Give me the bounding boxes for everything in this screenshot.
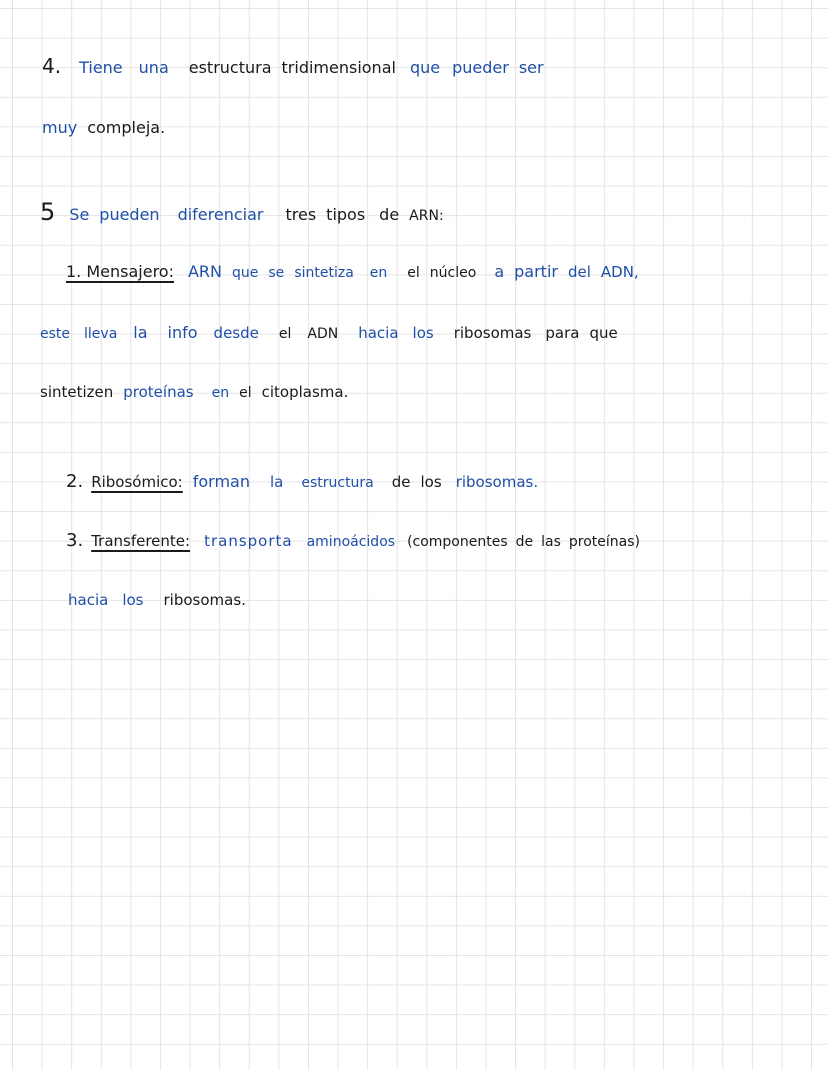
word: en bbox=[369, 265, 388, 281]
word: tridimensional bbox=[281, 58, 396, 77]
word: (componentes bbox=[407, 534, 508, 550]
word: ser bbox=[518, 58, 544, 77]
word: la bbox=[269, 473, 284, 491]
word: sintetiza bbox=[294, 265, 354, 281]
word: ARN bbox=[187, 262, 223, 281]
word: sintetizen bbox=[40, 383, 114, 401]
word: ARN: bbox=[409, 208, 444, 224]
p5-number: 5 bbox=[40, 198, 56, 226]
word: estructura bbox=[188, 58, 272, 77]
word: los bbox=[412, 324, 434, 342]
item2-line1 bbox=[66, 471, 548, 492]
word: partir bbox=[514, 262, 558, 281]
p4-line2 bbox=[42, 118, 175, 137]
word: que bbox=[232, 265, 259, 281]
p4-line1 bbox=[42, 54, 554, 78]
word: los bbox=[122, 591, 144, 609]
item2-label: Ribosómico: bbox=[91, 473, 183, 491]
word: muy bbox=[42, 118, 78, 137]
word: ADN bbox=[307, 326, 339, 342]
word: hacia bbox=[68, 591, 109, 609]
word: citoplasma. bbox=[261, 383, 349, 401]
word: a bbox=[494, 262, 505, 281]
word: el bbox=[239, 385, 252, 401]
word: proteínas bbox=[123, 383, 194, 401]
word: ribosomas. bbox=[163, 591, 246, 609]
word: ribosomas bbox=[453, 324, 532, 342]
p4-number: 4. bbox=[42, 54, 62, 78]
word: tipos bbox=[326, 205, 366, 224]
item2-number: 2. bbox=[66, 471, 84, 492]
p5-line1 bbox=[40, 198, 454, 226]
word: ADN, bbox=[600, 263, 639, 281]
word: lleva bbox=[84, 326, 118, 342]
word: tres bbox=[285, 205, 317, 224]
word: info bbox=[167, 323, 198, 342]
word: el bbox=[407, 265, 420, 281]
word: proteínas) bbox=[568, 534, 641, 550]
item1-label: 1. Mensajero: bbox=[66, 262, 174, 281]
item3-label: Transferente: bbox=[91, 532, 191, 550]
word: la bbox=[133, 323, 148, 342]
word: diferenciar bbox=[177, 205, 264, 224]
word: que bbox=[589, 324, 618, 342]
word: las bbox=[541, 534, 561, 550]
item1-line2 bbox=[40, 323, 628, 342]
item3-number: 3. bbox=[66, 530, 84, 551]
word: se bbox=[268, 265, 285, 281]
word: forman bbox=[192, 472, 250, 491]
item3-line1 bbox=[66, 530, 640, 551]
word: este bbox=[40, 326, 71, 342]
word: de bbox=[391, 473, 411, 491]
word: de bbox=[515, 534, 534, 550]
word: compleja. bbox=[87, 118, 166, 137]
word: para bbox=[545, 324, 580, 342]
word: pueder bbox=[452, 58, 509, 77]
item1-line1 bbox=[66, 262, 649, 281]
word: transporta bbox=[204, 532, 293, 550]
word: el bbox=[278, 326, 292, 342]
word: ribosomas. bbox=[455, 473, 539, 491]
word: pueden bbox=[99, 205, 160, 224]
word: los bbox=[420, 473, 442, 491]
item3-line2 bbox=[68, 591, 256, 609]
word: núcleo bbox=[429, 265, 477, 281]
word: Tiene bbox=[79, 58, 123, 77]
word: que bbox=[409, 58, 441, 77]
word: del bbox=[567, 263, 591, 281]
word: aminoácidos bbox=[306, 534, 396, 550]
word: desde bbox=[213, 324, 259, 342]
word: estructura bbox=[301, 475, 374, 491]
word: de bbox=[379, 205, 400, 224]
word: hacia bbox=[358, 324, 399, 342]
word: Se bbox=[69, 205, 90, 224]
word: una bbox=[138, 58, 169, 77]
item1-line3 bbox=[40, 383, 358, 401]
word: en bbox=[211, 385, 230, 401]
